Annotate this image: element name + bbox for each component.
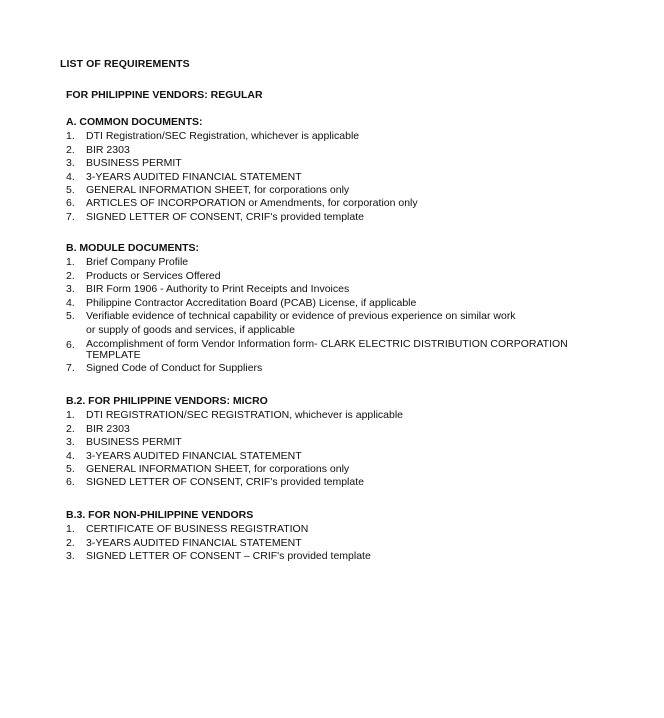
item-text: BIR Form 1906 - Authority to Print Receipts and Invoices xyxy=(86,283,350,296)
list-item xyxy=(66,339,606,362)
item-number: 5. xyxy=(66,310,75,323)
list-item xyxy=(66,436,403,449)
item-text: CERTIFICATE OF BUSINESS REGISTRATION xyxy=(86,523,309,536)
item-number: 7. xyxy=(66,362,75,375)
item-text: SIGNED LETTER OF CONSENT, CRIF's provided template xyxy=(86,210,364,223)
item-number: 4. xyxy=(66,296,75,309)
section-heading: A. COMMON DOCUMENTS: xyxy=(66,116,203,128)
item-number: 6. xyxy=(66,197,75,210)
list-item xyxy=(66,144,418,157)
list-item xyxy=(66,197,418,210)
item-number: 3. xyxy=(66,436,75,449)
item-text: BIR 2303 xyxy=(86,422,130,435)
item-number: 1. xyxy=(66,523,75,536)
section-module-documents xyxy=(66,242,606,376)
requirements-list xyxy=(66,130,418,224)
item-number: 4. xyxy=(66,449,75,462)
item-number: 3. xyxy=(66,157,75,170)
document-subtitle: FOR PHILIPPINE VENDORS: REGULAR xyxy=(66,89,263,101)
list-item xyxy=(66,211,418,224)
section-non-philippine-vendors xyxy=(66,509,371,564)
item-number: 6. xyxy=(66,476,75,489)
item-text: 3-YEARS AUDITED FINANCIAL STATEMENT xyxy=(86,449,302,462)
item-number: 1. xyxy=(66,130,75,143)
item-number: 4. xyxy=(66,170,75,183)
item-number: 3. xyxy=(66,550,75,563)
item-text: BUSINESS PERMIT xyxy=(86,157,182,170)
document-title: LIST OF REQUIREMENTS xyxy=(60,58,190,70)
list-item xyxy=(66,476,403,489)
item-text: SIGNED LETTER OF CONSENT – CRIF's provided template xyxy=(86,550,371,563)
list-item xyxy=(66,362,606,375)
item-number: 2. xyxy=(66,143,75,156)
item-text: ARTICLES OF INCORPORATION or Amendments, for corporation only xyxy=(86,197,418,210)
list-item xyxy=(66,523,371,536)
list-item xyxy=(66,157,418,170)
list-item xyxy=(66,184,418,197)
item-number: 5. xyxy=(66,463,75,476)
list-item xyxy=(66,537,371,550)
item-number: 5. xyxy=(66,184,75,197)
section-heading: B. MODULE DOCUMENTS: xyxy=(66,242,199,254)
item-number: 2. xyxy=(66,536,75,549)
item-text: Philippine Contractor Accreditation Board (PCAB) License, if applicable xyxy=(86,296,417,309)
item-text: Signed Code of Conduct for Suppliers xyxy=(86,362,263,375)
section-micro-vendors xyxy=(66,395,403,490)
list-item xyxy=(66,256,606,269)
item-text: GENERAL INFORMATION SHEET, for corporations only xyxy=(86,184,350,197)
item-number: 3. xyxy=(66,283,75,296)
item-text: Brief Company Profile xyxy=(86,256,189,269)
item-text: DTI Registration/SEC Registration, whichever is applicable xyxy=(86,130,360,143)
section-common-documents xyxy=(66,116,418,224)
list-item xyxy=(66,297,606,310)
section-heading: B.2. FOR PHILIPPINE VENDORS: MICRO xyxy=(66,395,268,407)
item-text: BIR 2303 xyxy=(86,143,130,156)
item-number: 6. xyxy=(66,338,75,351)
item-number: 1. xyxy=(66,256,75,269)
list-item-continuation: or supply of goods and services, if applicable xyxy=(86,324,295,337)
item-text: SIGNED LETTER OF CONSENT, CRIF's provided template xyxy=(86,476,364,489)
list-item xyxy=(66,550,371,563)
requirements-list xyxy=(66,523,371,563)
list-item xyxy=(66,409,403,422)
list-item xyxy=(66,310,606,323)
item-text: BUSINESS PERMIT xyxy=(86,436,182,449)
list-item xyxy=(66,130,418,143)
item-text: Products or Services Offered xyxy=(86,269,221,282)
section-heading: B.3. FOR NON-PHILIPPINE VENDORS xyxy=(66,509,254,521)
item-number: 2. xyxy=(66,269,75,282)
list-item xyxy=(66,423,403,436)
list-item xyxy=(66,270,606,283)
item-text: 3-YEARS AUDITED FINANCIAL STATEMENT xyxy=(86,536,302,549)
list-item xyxy=(66,283,606,296)
item-text: 3-YEARS AUDITED FINANCIAL STATEMENT xyxy=(86,170,302,183)
list-item xyxy=(66,450,403,463)
item-text: DTI REGISTRATION/SEC REGISTRATION, whichever is applicable xyxy=(86,409,404,422)
list-item xyxy=(66,171,418,184)
requirements-list xyxy=(66,256,606,375)
item-number: 1. xyxy=(66,409,75,422)
item-number: 7. xyxy=(66,210,75,223)
list-item xyxy=(66,463,403,476)
item-text: Verifiable evidence of technical capability or evidence of previous experience on similar work xyxy=(86,310,516,323)
item-text: Accomplishment of form Vendor Information form- CLARK ELECTRIC DISTRIBUTION CORPORATION TEMPLATE xyxy=(86,337,568,361)
requirements-list xyxy=(66,409,403,489)
item-number: 2. xyxy=(66,422,75,435)
item-text: GENERAL INFORMATION SHEET, for corporations only xyxy=(86,463,350,476)
